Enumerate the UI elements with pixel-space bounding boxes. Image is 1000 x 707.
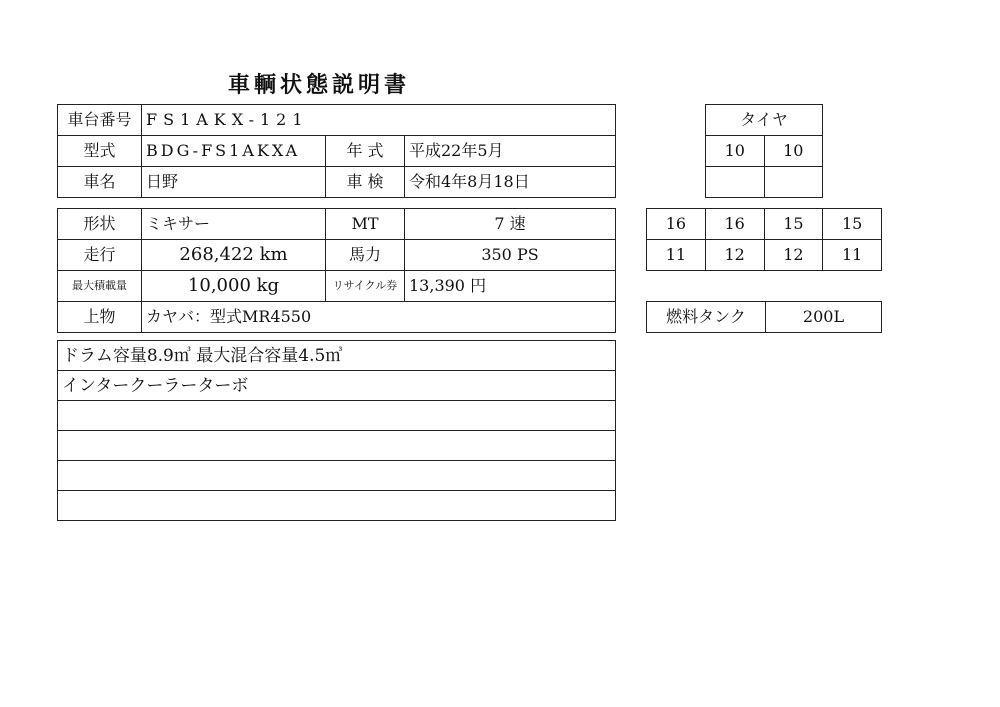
power-label: 馬力 <box>326 240 405 271</box>
recycle-label: リサイクル券 <box>326 271 405 302</box>
tire-rear-2-3: 12 <box>764 240 823 271</box>
note-line-1: ドラム容量8.9㎥ 最大混合容量4.5㎥ <box>58 341 616 371</box>
note-line-4 <box>58 431 616 461</box>
table-row <box>706 136 823 167</box>
note-line-6 <box>58 491 616 521</box>
shape-value: ミキサー <box>142 209 326 240</box>
tire-empty-cell <box>706 167 765 198</box>
table-row <box>58 105 616 136</box>
name-value: 日野 <box>142 167 326 198</box>
tire-front-table <box>705 104 823 198</box>
tire-rear-1-4: 15 <box>823 209 882 240</box>
tire-rear-2-1: 11 <box>647 240 706 271</box>
table-row <box>58 167 616 198</box>
recycle-value: 13,390 円 <box>405 271 616 302</box>
tire-header: タイヤ <box>706 105 823 136</box>
load-label: 最大積載量 <box>58 271 142 302</box>
table-row <box>647 302 882 333</box>
table-row <box>647 209 882 240</box>
table-row <box>647 240 882 271</box>
table-row <box>58 240 616 271</box>
table-row <box>58 136 616 167</box>
fuel-label: 燃料タンク <box>647 302 766 333</box>
model-value: BDG-FS1AKXA <box>142 136 326 167</box>
tire-front-left: 10 <box>706 136 765 167</box>
shape-label: 形状 <box>58 209 142 240</box>
note-line-5 <box>58 461 616 491</box>
inspection-value: 令和4年8月18日 <box>405 167 616 198</box>
mileage-value: 268,422 km <box>142 240 326 271</box>
tire-rear-1-2: 16 <box>705 209 764 240</box>
table-row <box>58 271 616 302</box>
body-label: 上物 <box>58 302 142 333</box>
table-row <box>58 491 616 521</box>
table-row <box>58 431 616 461</box>
table-row <box>58 371 616 401</box>
chassis-value: FS1AKX-121 <box>142 105 616 136</box>
table-row <box>58 302 616 333</box>
name-label: 車名 <box>58 167 142 198</box>
note-line-2: インタークーラーターボ <box>58 371 616 401</box>
tire-rear-1-1: 16 <box>647 209 706 240</box>
tire-rear-table <box>646 208 882 271</box>
tire-rear-1-3: 15 <box>764 209 823 240</box>
spec-table <box>57 208 616 333</box>
body-value: カヤバ：型式MR4550 <box>142 302 616 333</box>
mt-value: 7 速 <box>405 209 616 240</box>
table-row <box>58 461 616 491</box>
load-value: 10,000 kg <box>142 271 326 302</box>
tire-empty-cell <box>764 167 823 198</box>
table-row <box>58 401 616 431</box>
inspection-label: 車 検 <box>326 167 405 198</box>
year-label: 年 式 <box>326 136 405 167</box>
vehicle-info-table <box>57 104 616 198</box>
fuel-table <box>646 301 882 333</box>
model-label: 型式 <box>58 136 142 167</box>
fuel-value: 200L <box>766 302 882 333</box>
table-row <box>706 105 823 136</box>
tire-front-right: 10 <box>764 136 823 167</box>
table-row <box>58 341 616 371</box>
tire-rear-2-4: 11 <box>823 240 882 271</box>
mileage-label: 走行 <box>58 240 142 271</box>
table-row <box>58 209 616 240</box>
tire-rear-2-2: 12 <box>705 240 764 271</box>
chassis-label: 車台番号 <box>58 105 142 136</box>
notes-table <box>57 340 616 521</box>
power-value: 350 PS <box>405 240 616 271</box>
note-line-3 <box>58 401 616 431</box>
mt-label: MT <box>326 209 405 240</box>
page-title: 車輌状態説明書 <box>228 72 411 98</box>
table-row <box>706 167 823 198</box>
year-value: 平成22年5月 <box>405 136 616 167</box>
